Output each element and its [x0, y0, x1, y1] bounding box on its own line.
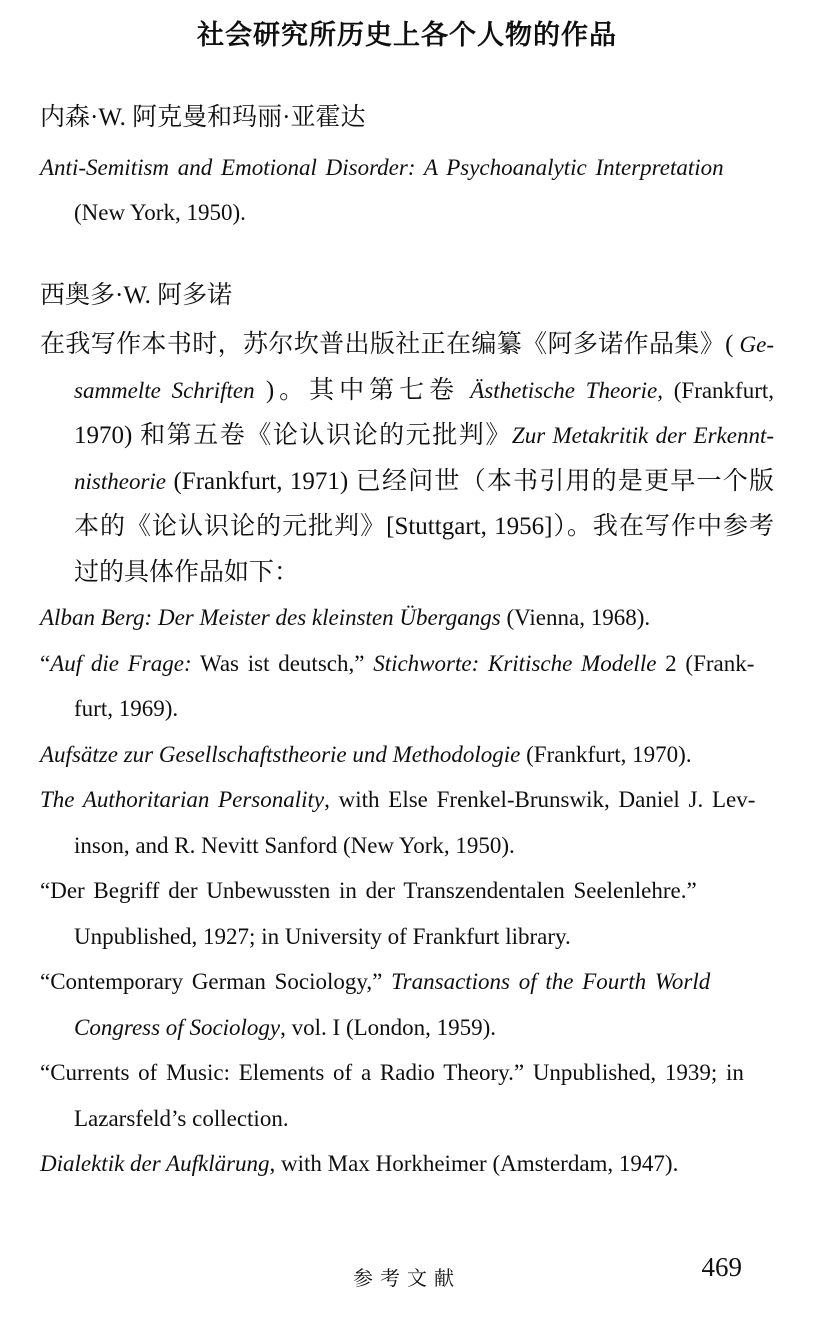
text-line [40, 95, 774, 141]
text-run: Zur Metakritik der Erkennt- [511, 423, 774, 448]
text-run: 2 (Frank- [656, 650, 755, 676]
text-run: Transactions of the Fourth World [391, 969, 711, 994]
bibliography-entry [40, 732, 774, 778]
text-run: Ge- [733, 332, 774, 357]
text-run: Congress of Sociology [74, 1014, 281, 1040]
text-line [40, 641, 774, 687]
text-run: The Authoritarian Personality [40, 787, 325, 812]
text-run: inson, and R. Nevitt Sanford (New York, 1950). [74, 832, 515, 858]
text-line [40, 1005, 774, 1051]
text-run: 本的《论认识论的元批判》[Stuttgart, 1956]）。我在写作中参考 [74, 513, 774, 540]
text-run: “Der Begriff der Unbewussten in der Transzendentalen Seelenlehre.” [40, 878, 697, 903]
author-heading-ackerman-jahoda [40, 95, 774, 141]
bibliography-entry [40, 777, 774, 868]
text-run: Alban Berg: Der Meister des kleinsten Übergangs [40, 605, 501, 630]
text-line [40, 959, 774, 1005]
text-run: (New York, 1950). [74, 200, 246, 225]
text-line [40, 550, 774, 596]
bibliography-entry [40, 868, 774, 959]
text-run: Lazarsfeld’s collection. [74, 1105, 289, 1131]
author-heading-adorno [40, 273, 774, 319]
text-line [40, 459, 774, 505]
text-run: 在我写作本书时，苏尔坎普出版社正在编纂《阿多诺作品集》( [40, 331, 734, 358]
text-line [40, 190, 774, 236]
bibliography-entry [40, 959, 774, 1050]
text-run: Stichworte: Kritische Modelle [373, 650, 657, 676]
text-line [40, 914, 774, 960]
text-run: (Frankfurt, [663, 377, 774, 403]
text-run: Aufsätze zur Gesellschaftstheorie und Methodologie [40, 741, 521, 767]
text-line [40, 823, 774, 869]
text-run: 社会研究所历史上各个人物的作品 [197, 20, 617, 50]
text-run: “Currents of Music: Elements of a Radio Theory.” Unpublished, 1939; in [40, 1060, 744, 1085]
text-line [40, 777, 774, 823]
text-run: “ [40, 650, 51, 676]
text-line [40, 368, 774, 414]
text-run: , with Else Frenkel-Brunswik, Daniel J. Lev- [324, 787, 756, 812]
text-run: (Frankfurt, 1971) 已经问世（本书引用的是更早一个版 [166, 467, 774, 495]
text-run: , with Max Horkheimer (Amsterdam, 1947). [269, 1151, 679, 1176]
text-line [40, 1050, 774, 1096]
bibliography-content [40, 12, 774, 1187]
bibliography-entry [40, 1141, 774, 1187]
bibliography-entry [40, 1050, 774, 1141]
text-line [40, 868, 774, 914]
text-run: “Contemporary German Sociology,” [40, 969, 392, 994]
text-run: )。其中第七卷 [254, 376, 471, 404]
text-run: 过的具体作品如下： [74, 558, 300, 586]
text-run: Was ist deutsch,” [191, 650, 374, 676]
text-run: sammelte Schriften [74, 377, 255, 403]
text-line [40, 322, 774, 368]
bibliography-entry [40, 641, 774, 732]
text-run: , vol. I (London, 1959). [280, 1014, 497, 1040]
bibliography-entry [40, 595, 774, 641]
text-run: Unpublished, 1927; in University of Frankfurt library. [74, 923, 571, 949]
text-run: nistheorie [74, 468, 166, 494]
text-run: 1970) 和第五卷《论认识论的元批判》 [74, 422, 512, 449]
text-run: (Frankfurt, 1970). [520, 741, 692, 767]
text-run: Dialektik der Aufklärung [40, 1151, 270, 1176]
text-run: Auf die Frage: [50, 650, 192, 676]
text-line [40, 595, 774, 641]
page-title [40, 12, 774, 58]
text-line [40, 732, 774, 778]
text-line [40, 1096, 774, 1142]
footer-section-label: 参考文献 [353, 1268, 461, 1290]
text-line [40, 145, 774, 191]
text-run: 内森·W. 阿克曼和玛丽·亚霍达 [40, 104, 366, 131]
text-run: furt, 1969). [74, 696, 179, 721]
text-line [40, 12, 774, 58]
text-line [40, 273, 774, 319]
text-run: Ästhetische Theorie, [470, 377, 664, 403]
adorno-introduction-paragraph [40, 322, 774, 595]
page-number: 469 [701, 1252, 742, 1282]
text-run: Anti-Semitism and Emotional Disorder: A Psychoanalytic Interpretation [40, 154, 724, 180]
bibliography-entry [40, 145, 774, 236]
text-line [40, 686, 774, 732]
text-line [40, 504, 774, 550]
text-run: 西奥多·W. 阿多诺 [40, 281, 233, 309]
text-run: (Vienna, 1968). [500, 605, 651, 630]
text-line [40, 1141, 774, 1187]
text-line [40, 413, 774, 459]
